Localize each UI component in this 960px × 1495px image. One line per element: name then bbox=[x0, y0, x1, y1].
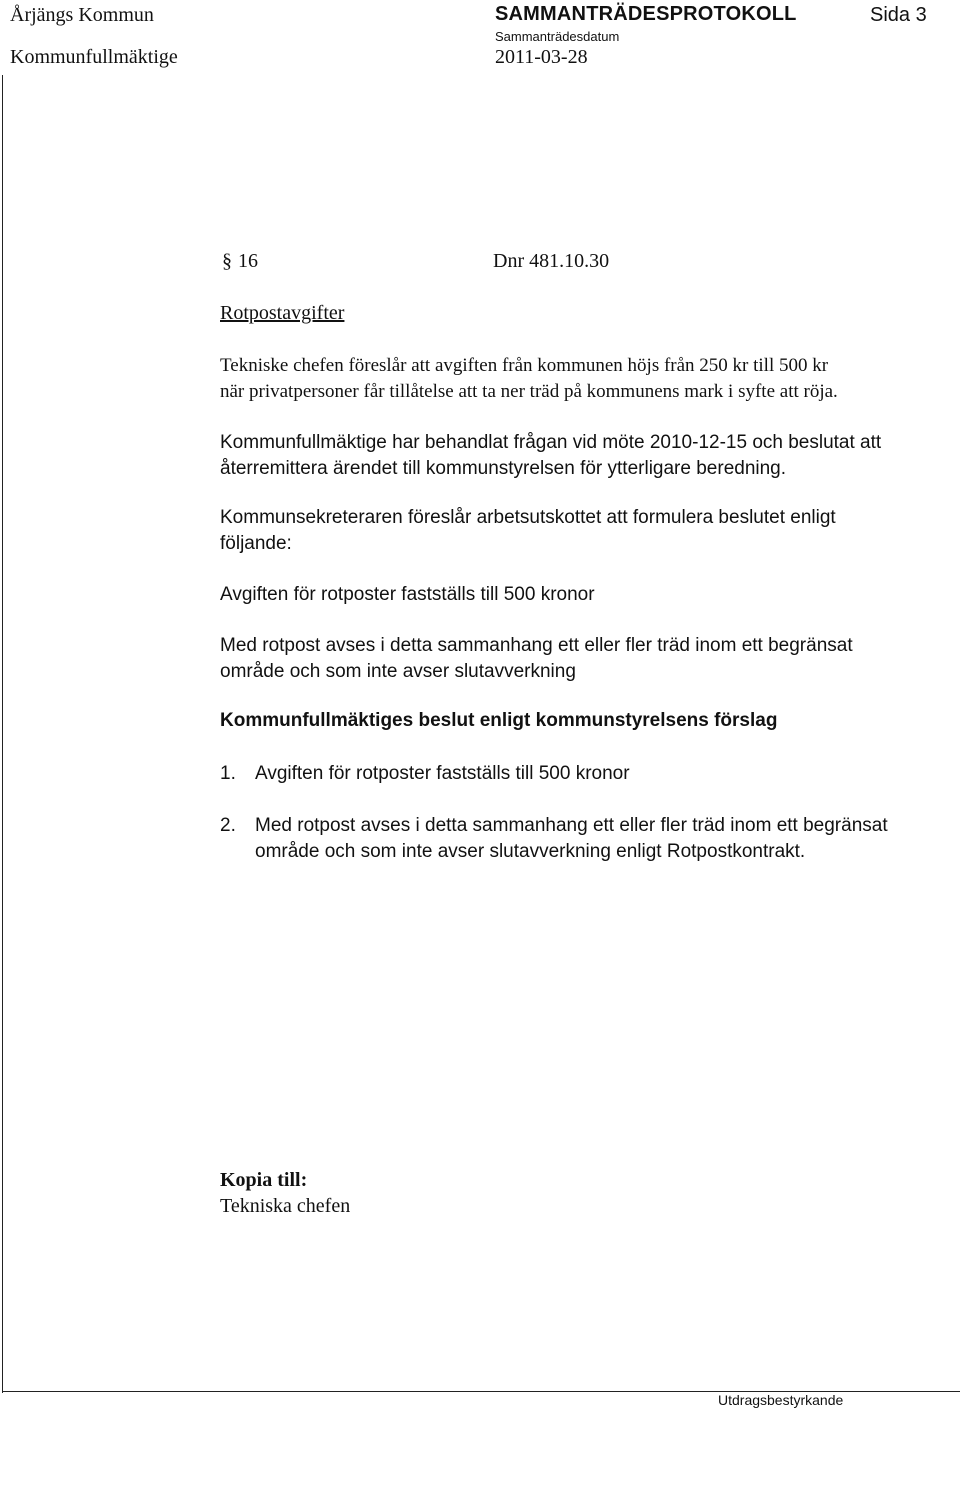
section-symbol: § bbox=[222, 250, 232, 272]
paragraph-history bbox=[220, 430, 881, 482]
paragraph-line: Kommunsekreteraren föreslår arbetsutskottet att formulera beslutet enligt bbox=[220, 507, 836, 528]
decision-item-text bbox=[255, 813, 888, 865]
paragraph-line: Tekniske chefen föreslår att avgiften från kommunen höjs från 250 kr till 500 kr bbox=[220, 355, 829, 376]
paragraph-line: Kommunfullmäktige har behandlat frågan vid möte 2010-12-15 och beslutat att bbox=[220, 432, 882, 453]
decision-item-line: Med rotpost avses i detta sammanhang ett eller fler träd inom ett begränsat bbox=[255, 815, 888, 836]
paragraph-fee: Avgiften för rotposter fastställs till 500 kronor bbox=[220, 584, 595, 605]
paragraph-line: återremittera ärendet till kommunstyrelsen för ytterligare beredning. bbox=[220, 458, 787, 479]
date-label: Sammanträdesdatum bbox=[495, 29, 620, 44]
paragraph-proposal bbox=[220, 353, 838, 405]
paragraph-line: område och som inte avser slutavverkning bbox=[220, 661, 576, 682]
decision-item-text: Avgiften för rotposter fastställs till 500 kronor bbox=[255, 763, 630, 784]
case-number: Dnr 481.10.30 bbox=[493, 250, 610, 272]
paragraph-line: följande: bbox=[220, 533, 292, 554]
meeting-date: 2011-03-28 bbox=[495, 46, 588, 68]
decision-heading: Kommunfullmäktiges beslut enligt kommunstyrelsens förslag bbox=[220, 710, 778, 731]
decision-item-number: 1. bbox=[220, 763, 236, 784]
page-number: Sida 3 bbox=[870, 4, 927, 26]
paragraph-line: när privatpersoner får tillåtelse att ta ner träd på kommunens mark i syfte att röja. bbox=[220, 381, 838, 402]
copy-label: Kopia till: bbox=[220, 1169, 308, 1191]
meeting-body: Kommunfullmäktige bbox=[10, 46, 178, 68]
certification-label: Utdragsbestyrkande bbox=[718, 1392, 844, 1408]
section-heading: Rotpostavgifter bbox=[220, 302, 345, 324]
decision-item-line: område och som inte avser slutavverkning enligt Rotpostkontrakt. bbox=[255, 841, 806, 862]
paragraph-definition bbox=[220, 633, 853, 685]
document-type: SAMMANTRÄDESPROTOKOLL bbox=[495, 3, 797, 25]
left-margin-line bbox=[2, 75, 3, 1393]
paragraph-line: Med rotpost avses i detta sammanhang ett eller fler träd inom ett begränsat bbox=[220, 635, 853, 656]
section-number: 16 bbox=[238, 250, 258, 272]
decision-item-number: 2. bbox=[220, 815, 236, 836]
organization-name: Årjängs Kommun bbox=[10, 4, 154, 26]
copy-recipient: Tekniska chefen bbox=[220, 1195, 351, 1217]
paragraph-secretary bbox=[220, 505, 836, 557]
